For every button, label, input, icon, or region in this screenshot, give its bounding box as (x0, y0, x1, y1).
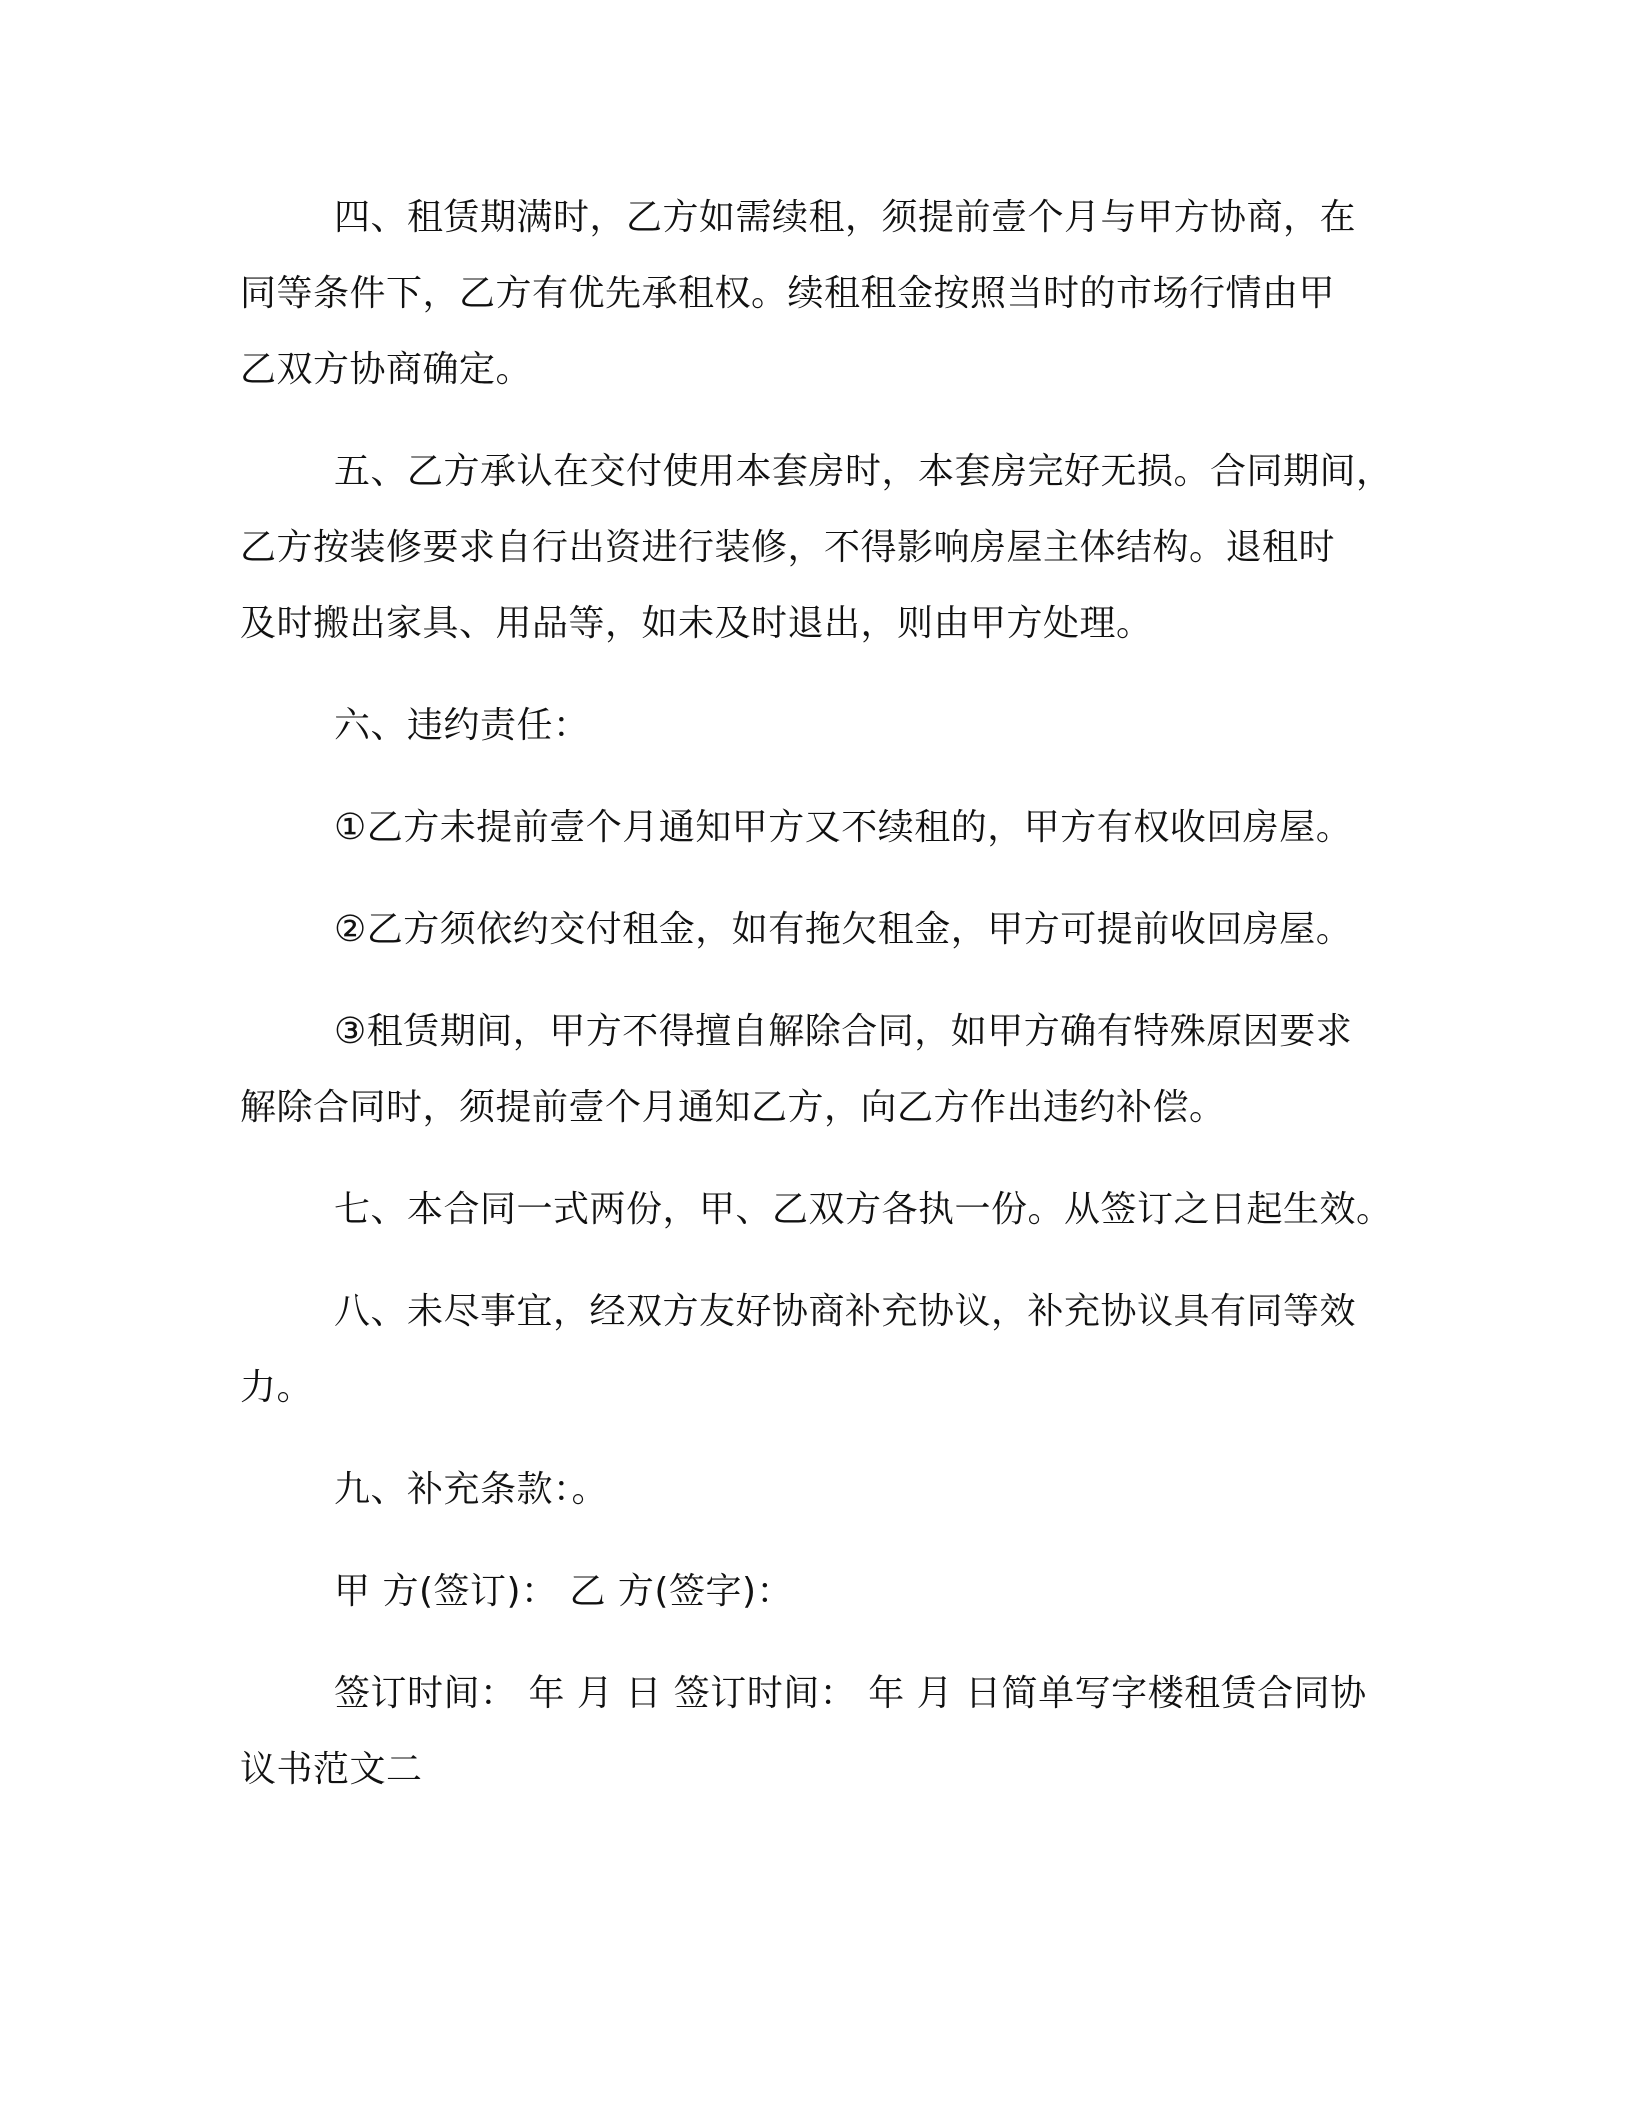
clause-6-item-2: ②乙方须依约交付租金，如有拖欠租金，甲方可提前收回房屋。 (334, 909, 1353, 950)
date-line-1: 签订时间： 年 月 日 签订时间： 年 月 日简单写字楼租赁合同协 (334, 1673, 1367, 1714)
clause-5-line-1: 五、乙方承认在交付使用本套房时，本套房完好无损。合同期间， (334, 451, 1393, 492)
clause-6-heading: 六、违约责任： (334, 705, 590, 746)
date-line-2: 议书范文二 (240, 1749, 423, 1790)
clause-4-line-2: 同等条件下，乙方有优先承租权。续租租金按照当时的市场行情由甲 (240, 273, 1336, 314)
clause-5-line-3: 及时搬出家具、用品等，如未及时退出，则由甲方处理。 (240, 603, 1153, 644)
clause-8-line-1: 八、未尽事宜，经双方友好协商补充协议，补充协议具有同等效 (334, 1291, 1357, 1332)
clause-6-item-3-line-1: ③租赁期间，甲方不得擅自解除合同，如甲方确有特殊原因要求 (334, 1011, 1353, 1052)
clause-6-item-1: ①乙方未提前壹个月通知甲方又不续租的，甲方有权收回房屋。 (334, 807, 1353, 848)
signature-line: 甲 方(签订)： 乙 方(签字)： (334, 1571, 794, 1612)
clause-4-line-1: 四、租赁期满时，乙方如需续租，须提前壹个月与甲方协商，在 (334, 197, 1357, 238)
clause-9: 九、补充条款：。 (334, 1469, 609, 1510)
clause-8-line-2: 力。 (240, 1367, 314, 1408)
clause-7: 七、本合同一式两份，甲、乙双方各执一份。从签订之日起生效。 (334, 1189, 1393, 1230)
clause-5-line-2: 乙方按装修要求自行出资进行装修，不得影响房屋主体结构。退租时 (240, 527, 1336, 568)
clause-6-item-3-line-2: 解除合同时，须提前壹个月通知乙方，向乙方作出违约补偿。 (240, 1087, 1226, 1128)
clause-4-line-3: 乙双方协商确定。 (240, 349, 533, 390)
